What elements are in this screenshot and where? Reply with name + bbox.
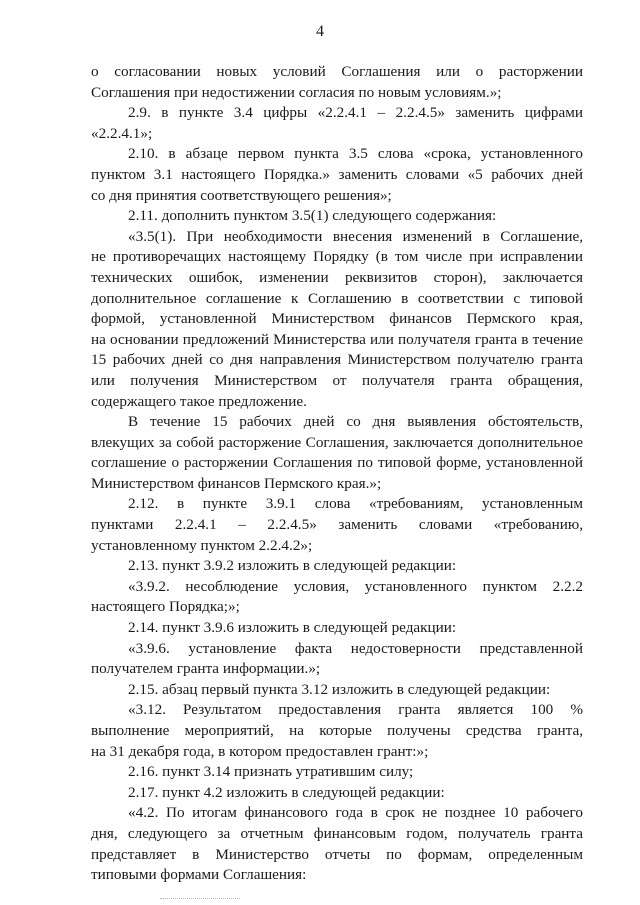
text-line: 2.10. в абзаце первом пункта 3.5 слова «срока, установленного bbox=[128, 145, 583, 163]
scan-edge-mark bbox=[160, 898, 240, 899]
text-line: «2.2.4.1»; bbox=[91, 124, 153, 142]
text-line: получателем гранта информации.»; bbox=[91, 660, 321, 678]
text-line: со дня принятия соответствующего решения»; bbox=[91, 186, 392, 204]
text-line: или получения Министерством от получателя гранта обращения, bbox=[91, 371, 583, 389]
text-line: влекущих за собой расторжение Соглашения, заключается дополнительное bbox=[91, 433, 583, 451]
text-line: не противоречащих настоящему Порядку (в том числе при исправлении bbox=[91, 248, 583, 266]
text-line: дня, следующего за отчетным финансовым годом, получатель гранта bbox=[91, 824, 583, 842]
text-line: «3.12. Результатом предоставления гранта является 100 % bbox=[128, 701, 583, 719]
text-line: на основании предложений Министерства или получателя гранта в течение bbox=[91, 330, 583, 348]
text-line: В течение 15 рабочих дней со дня выявления обстоятельств, bbox=[128, 413, 583, 431]
text-line: 2.13. пункт 3.9.2 изложить в следующей редакции: bbox=[128, 557, 457, 575]
text-line: 2.14. пункт 3.9.6 изложить в следующей редакции: bbox=[128, 619, 457, 637]
text-line: формой, установленной Министерством финансов Пермского края, bbox=[91, 310, 583, 328]
text-line: 2.15. абзац первый пункта 3.12 изложить в следующей редакции: bbox=[128, 680, 551, 698]
document-body bbox=[91, 62, 583, 886]
text-line: установленному пунктом 2.2.4.2»; bbox=[91, 536, 313, 554]
text-line: дополнительное соглашение к Соглашению в соответствии с типовой bbox=[91, 289, 583, 307]
text-line: о согласовании новых условий Соглашения или о расторжении bbox=[91, 63, 583, 80]
text-line: соглашение о расторжении Соглашения по типовой форме, установленной bbox=[91, 454, 583, 472]
text-line: «4.2. По итогам финансового года в срок не позднее 10 рабочего bbox=[128, 804, 583, 822]
text-line: на 31 декабря года, в котором предоставлен грант:»; bbox=[91, 742, 429, 760]
text-line: Министерством финансов Пермского края.»; bbox=[91, 474, 382, 492]
text-line: 2.9. в пункте 3.4 цифры «2.2.4.1 – 2.2.4.5» заменить цифрами bbox=[128, 104, 583, 122]
text-line: настоящего Порядка;»; bbox=[91, 598, 240, 616]
text-line: 2.17. пункт 4.2 изложить в следующей редакции: bbox=[128, 783, 445, 801]
text-line: 2.11. дополнить пунктом 3.5(1) следующего содержания: bbox=[128, 207, 497, 225]
text-line: 2.12. в пункте 3.9.1 слова «требованиям, установленным bbox=[128, 495, 583, 513]
text-line: «3.9.2. несоблюдение условия, установленного пунктом 2.2.2 bbox=[128, 577, 583, 595]
text-line: «3.5(1). При необходимости внесения изменений в Соглашение, bbox=[128, 227, 583, 245]
text-line: пунктом 3.1 настоящего Порядка.» заменить словами «5 рабочих дней bbox=[91, 165, 583, 183]
text-line: 2.16. пункт 3.14 признать утратившим силу; bbox=[128, 763, 414, 781]
text-line: пунктами 2.2.4.1 – 2.2.4.5» заменить словами «требованию, bbox=[91, 516, 583, 534]
text-line: «3.9.6. установление факта недостоверности представленной bbox=[128, 639, 583, 657]
text-line: 15 рабочих дней со дня направления Министерством получателю гранта bbox=[91, 351, 583, 369]
text-line: технических ошибок, изменении реквизитов сторон), заключается bbox=[91, 268, 583, 286]
text-line: содержащего такое предложение. bbox=[91, 392, 307, 410]
text-line: выполнение мероприятий, на которые получены средства гранта, bbox=[91, 722, 583, 739]
text-line: Соглашения при недостижении согласия по новым условиям.»; bbox=[91, 83, 502, 101]
text-line: типовыми формами Соглашения: bbox=[91, 866, 307, 884]
page-number: 4 bbox=[316, 23, 324, 40]
text-line: представляет в Министерство отчеты по формам, определенным bbox=[91, 845, 583, 863]
